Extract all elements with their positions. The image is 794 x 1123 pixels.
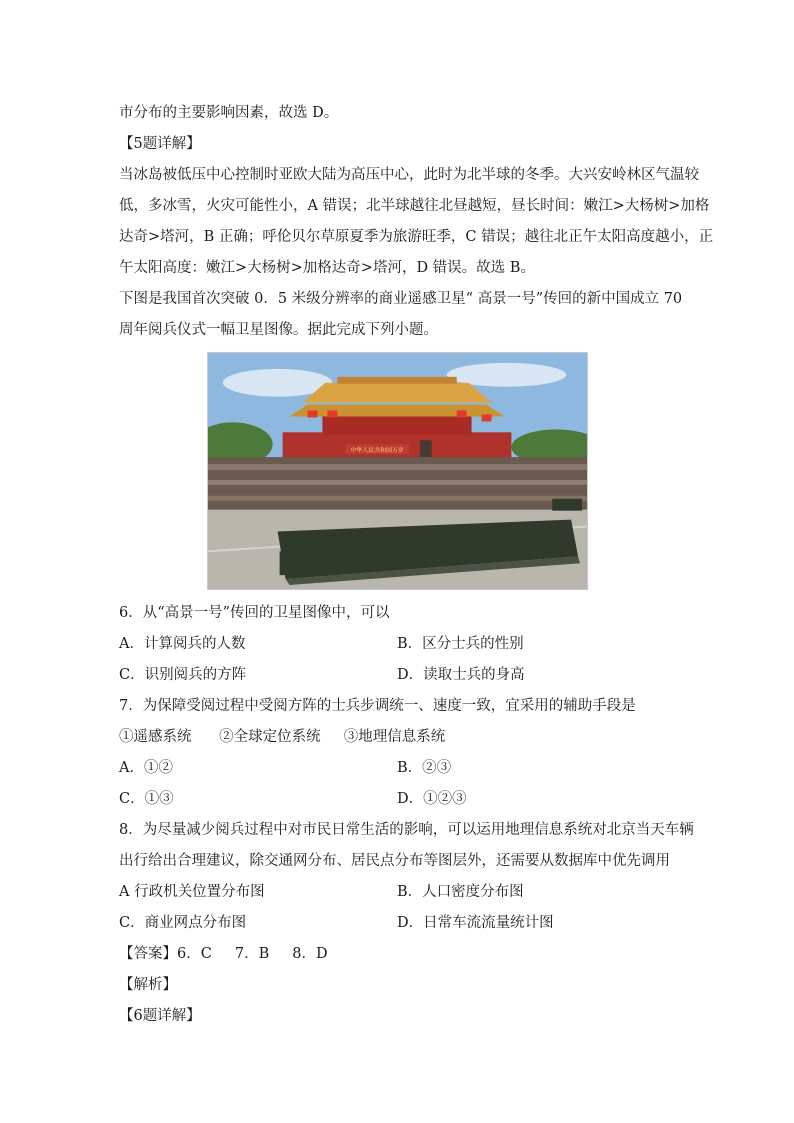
q8-option-a: A 行政机关位置分布图 [119, 884, 265, 900]
q7-option-a: A．①② [119, 760, 173, 776]
crowd-highlight [208, 496, 587, 501]
portrait [420, 440, 432, 458]
answer-line: 【答案】6．C 7．B 8．D [119, 946, 328, 962]
text-line: 当冰岛被低压中心控制时亚欧大陆为高压中心，此时为北半球的冬季。大兴安岭林区气温较 [119, 167, 699, 183]
troop-leader [280, 551, 286, 575]
crowd-highlight [208, 464, 587, 470]
q8-stem-line2: 出行给出合理建议，除交通网分布、居民点分布等图层外，还需要从数据库中优先调用 [119, 853, 670, 869]
text-line: 下图是我国首次突破 0．5 米级分辨率的商业遥感卫星“ 高景一号”传回的新中国成立 70 [119, 291, 683, 307]
gate-roof-lower [290, 405, 505, 417]
troop-column-right [552, 499, 582, 511]
parade-satellite-photo [207, 352, 588, 590]
crowd-highlight [208, 480, 587, 485]
q6-option-b: B．区分士兵的性别 [397, 636, 524, 652]
section-heading-q5: 【5题详解】 [119, 136, 201, 152]
q8-stem-line1: 8．为尽量减少阅兵过程中对市民日常生活的影响，可以运用地理信息系统对北京当天车辆 [119, 822, 694, 838]
q7-stem: 7．为保障受阅过程中受阅方阵的士兵步调统一、速度一致，宜采用的辅助手段是 [119, 698, 636, 714]
q8-option-c: C．商业网点分布图 [119, 915, 247, 931]
analysis-heading: 【解析】 [119, 977, 177, 993]
q8-option-d: D．日常车流流量统计图 [397, 915, 554, 931]
text-line: 周年阅兵仪式一幅卫星图像。据此完成下列小题。 [119, 322, 438, 338]
q7-option-d: D．①②③ [397, 791, 467, 807]
gate-banner: 中华人民共和国万岁 [350, 447, 404, 455]
text-line: 市分布的主要影响因素，故选 D。 [119, 105, 339, 121]
q7-items: ①遥感系统 ②全球定位系统 ③地理信息系统 [119, 729, 446, 745]
text-line: 达奇>塔河，B 正确；呼伦贝尔草原夏季为旅游旺季，C 错误；越往北正午太阳高度越小，正 [119, 229, 714, 245]
q8-option-b: B．人口密度分布图 [397, 884, 524, 900]
roof-ridge [337, 377, 456, 384]
q6-option-a: A．计算阅兵的人数 [119, 636, 246, 652]
flag [457, 411, 467, 418]
q7-option-c: C．①③ [119, 791, 174, 807]
q6-option-c: C．识别阅兵的方阵 [119, 667, 247, 683]
text-line: 低，多冰雪，火灾可能性小，A 错误；北半球越往北昼越短，昼长时间：嫩江>大杨树>加格 [119, 198, 710, 214]
gate-roof-upper [303, 383, 492, 403]
q6-stem: 6．从“高景一号”传回的卫星图像中，可以 [119, 605, 390, 621]
section-heading-q6: 【6题详解】 [119, 1008, 201, 1024]
flag [327, 411, 337, 418]
parade-illustration [208, 353, 587, 589]
text-line: 午太阳高度：嫩江>大杨树>加格达奇>塔河，D 错误。故选 B。 [119, 260, 535, 276]
q6-option-d: D．读取士兵的身高 [397, 667, 525, 683]
flag [482, 414, 492, 421]
q7-option-b: B．②③ [397, 760, 452, 776]
flag [307, 411, 317, 418]
